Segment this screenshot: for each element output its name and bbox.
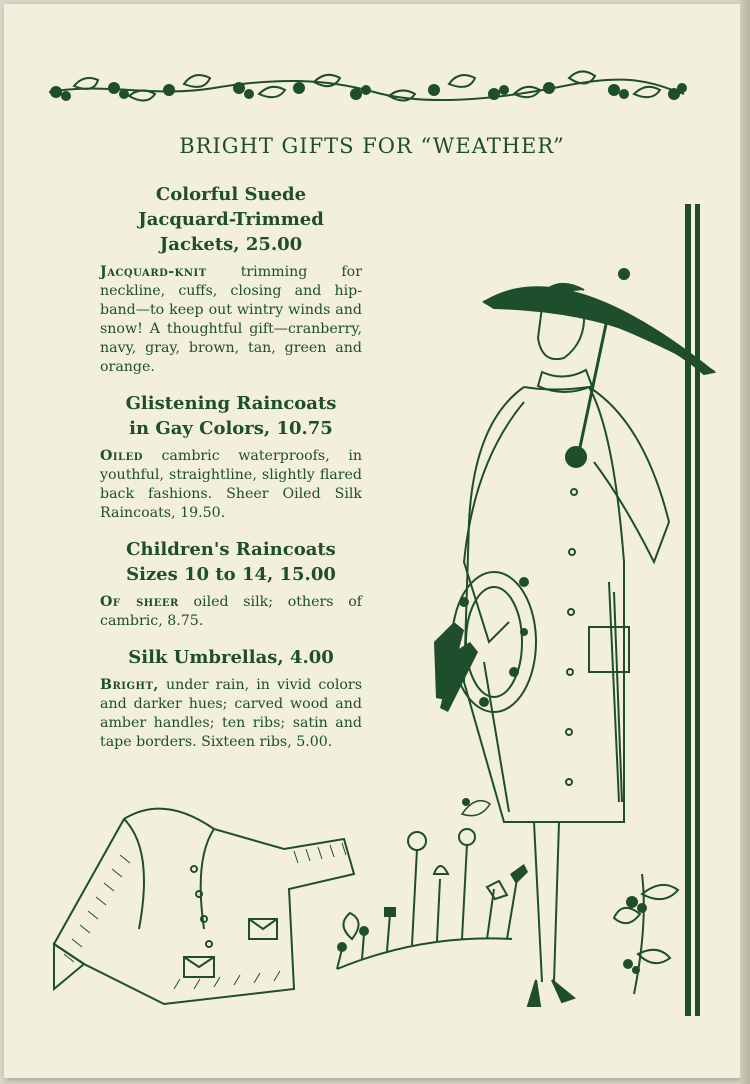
heading-line: in Gay Colors, 10.75 bbox=[129, 418, 333, 439]
lead-word: Bright, bbox=[100, 677, 159, 693]
heading-line: Jackets, 25.00 bbox=[159, 234, 303, 255]
section-heading bbox=[100, 182, 362, 257]
section-body bbox=[100, 263, 362, 377]
page-title: BRIGHT GIFTS FOR “WEATHER” bbox=[179, 134, 565, 158]
heading-line: Children's Raincoats bbox=[126, 539, 336, 560]
section-heading bbox=[100, 645, 362, 670]
holly-sprig-illustration bbox=[612, 864, 682, 1004]
body-text: under rain, in vivid colors and darker hues; carved wood and amber handles; ten ribs; satin and tape borders. Sixteen ribs, 5.00. bbox=[100, 677, 362, 750]
section-body bbox=[100, 447, 362, 523]
section-heading bbox=[100, 391, 362, 441]
section-umbrellas bbox=[100, 645, 362, 752]
section-raincoats bbox=[100, 391, 362, 523]
lead-word: Oiled bbox=[100, 448, 143, 464]
jacquard-jacket-illustration bbox=[44, 789, 364, 1014]
body-text: trimming for neckline, cuffs, closing and hip-band—to keep out wintry winds and snow! A thoughtful gift—cranberry, navy, gray, brown, tan, green and orange. bbox=[100, 264, 362, 375]
umbrella-handles-illustration bbox=[322, 819, 532, 984]
page-edge bbox=[740, 0, 750, 1084]
heading-line: Glistening Raincoats bbox=[125, 393, 337, 414]
lead-word: Jacquard-knit bbox=[100, 264, 207, 280]
section-heading bbox=[100, 537, 362, 587]
body-text: cambric waterproofs, in youthful, straightline, slightly flared back fashions. Sheer Oiled Silk Raincoats, 19.50. bbox=[100, 448, 362, 521]
heading-line: Colorful Suede bbox=[155, 184, 307, 205]
heading-line: Jacquard-Trimmed bbox=[138, 209, 324, 230]
heading-line: Sizes 10 to 14, 15.00 bbox=[126, 564, 336, 585]
catalog-page bbox=[4, 4, 740, 1078]
section-childrens-raincoats bbox=[100, 537, 362, 631]
body-text: oiled silk; others of cambric, 8.75. bbox=[100, 594, 363, 629]
section-body bbox=[100, 593, 362, 631]
holly-garland-illustration bbox=[44, 64, 689, 112]
product-copy-column bbox=[100, 182, 362, 766]
holly-sprig-small-illustration bbox=[456, 784, 496, 824]
section-body bbox=[100, 676, 362, 752]
heading-line: Silk Umbrellas, 4.00 bbox=[128, 647, 334, 668]
lead-word: Of sheer bbox=[100, 594, 179, 610]
section-jackets bbox=[100, 182, 362, 377]
